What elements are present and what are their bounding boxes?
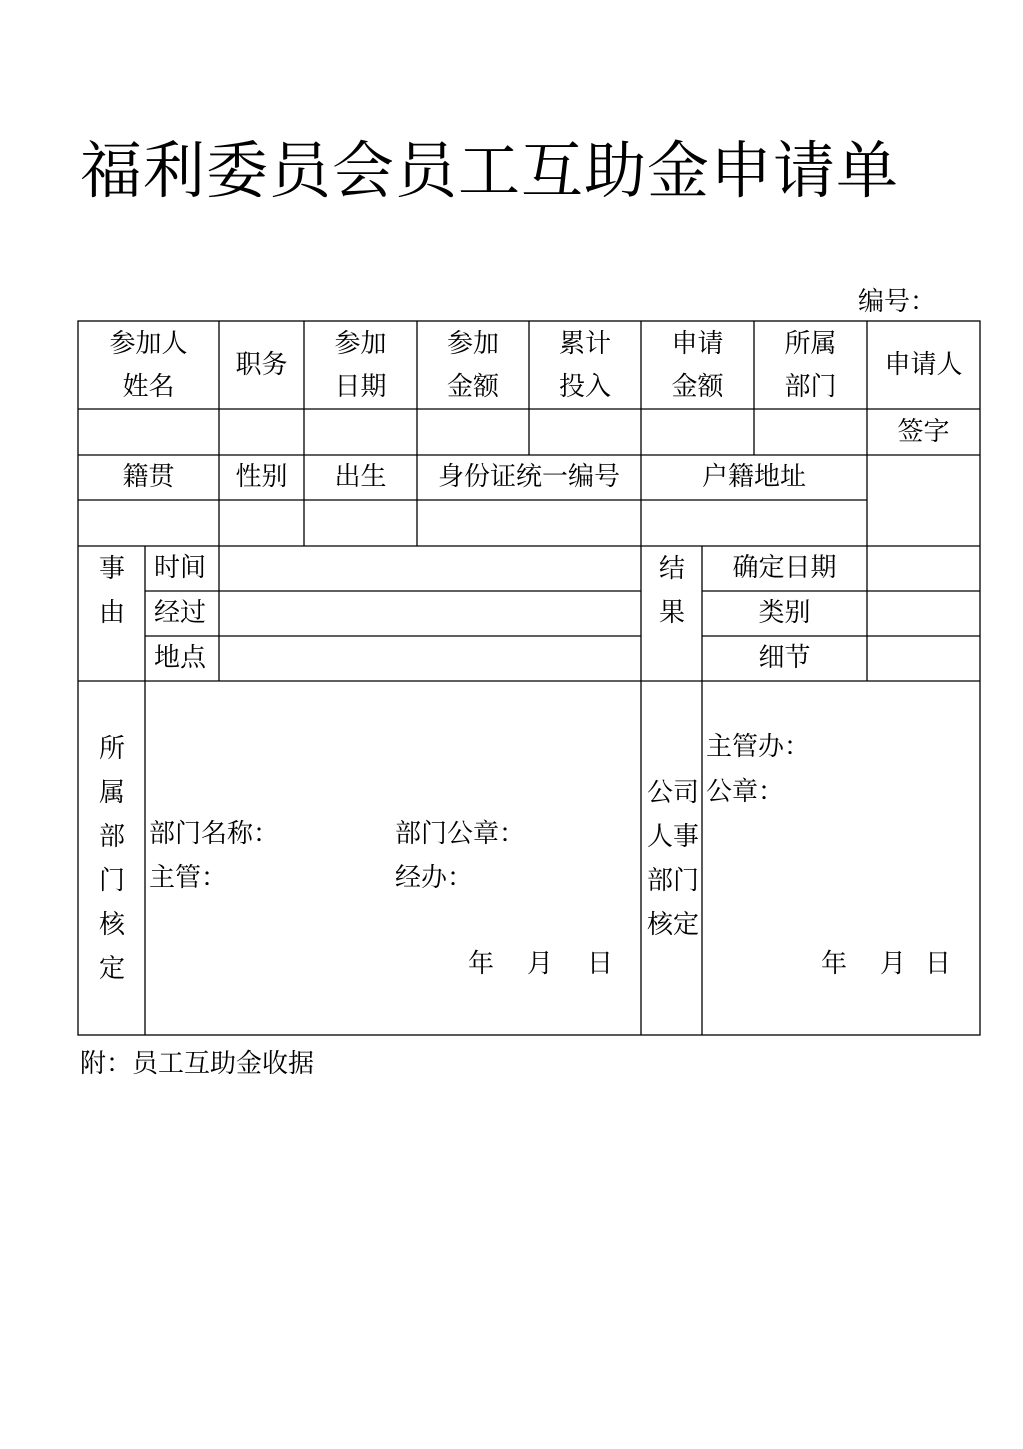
header-position: 职务 bbox=[235, 350, 288, 380]
label-hr-month: 月 bbox=[880, 949, 907, 979]
label-dept-name: 部门名称： bbox=[149, 819, 280, 849]
header-signature: 签字 bbox=[897, 417, 950, 447]
header-name-line2: 姓名 bbox=[122, 372, 175, 402]
header-apply-amount-line2: 金额 bbox=[671, 372, 724, 402]
header-applicant: 申请人 bbox=[884, 350, 963, 380]
label-hr-year: 年 bbox=[821, 949, 848, 979]
label-dept-day: 日 bbox=[587, 949, 614, 979]
label-hr-day: 日 bbox=[925, 949, 952, 979]
header-join-date-line1: 参加 bbox=[334, 329, 387, 359]
label-detail: 细节 bbox=[758, 643, 811, 673]
header-total-input-line1: 累计 bbox=[558, 329, 611, 359]
label-reason: 事由 bbox=[98, 554, 125, 628]
label-category: 类别 bbox=[758, 598, 811, 628]
label-gender: 性别 bbox=[235, 462, 288, 492]
footnote: 附：员工互助金收据 bbox=[80, 1049, 315, 1079]
header-total-input-line2: 投入 bbox=[558, 372, 611, 402]
label-hr-supervisor-handler: 主管办： bbox=[706, 732, 811, 762]
label-birth: 出生 bbox=[334, 462, 387, 492]
label-reason-place: 地点 bbox=[154, 643, 207, 673]
page-title: 福利委员会员工互助金申请单 bbox=[80, 134, 900, 207]
label-reason-process: 经过 bbox=[154, 598, 207, 628]
label-dept-month: 月 bbox=[527, 949, 554, 979]
header-apply-amount-line1: 申请 bbox=[671, 329, 724, 359]
label-native-place: 籍贯 bbox=[122, 462, 175, 492]
label-result: 结果 bbox=[658, 554, 685, 628]
header-dept-line1: 所属 bbox=[784, 329, 837, 359]
label-dept-review: 所属部门核定 bbox=[98, 734, 125, 984]
header-join-date-line2: 日期 bbox=[334, 372, 387, 402]
label-dept-handler: 经办： bbox=[395, 863, 474, 893]
label-reason-time: 时间 bbox=[154, 553, 207, 583]
label-dept-supervisor: 主管： bbox=[149, 863, 228, 893]
label-id-number: 身份证统一编号 bbox=[437, 462, 620, 492]
label-hr-review: 公司人事部门核定 bbox=[646, 778, 699, 940]
label-dept-seal: 部门公章： bbox=[395, 819, 526, 849]
header-name-line1: 参加人 bbox=[109, 329, 188, 359]
header-join-amount-line1: 参加 bbox=[446, 329, 499, 359]
label-household-address: 户籍地址 bbox=[701, 462, 806, 492]
header-join-amount-line2: 金额 bbox=[446, 372, 499, 402]
serial-number-label: 编号： bbox=[858, 287, 937, 317]
header-dept-line2: 部门 bbox=[784, 372, 837, 402]
label-hr-official-seal: 公章： bbox=[706, 777, 785, 807]
label-confirm-date: 确定日期 bbox=[732, 553, 837, 583]
label-dept-year: 年 bbox=[468, 949, 495, 979]
